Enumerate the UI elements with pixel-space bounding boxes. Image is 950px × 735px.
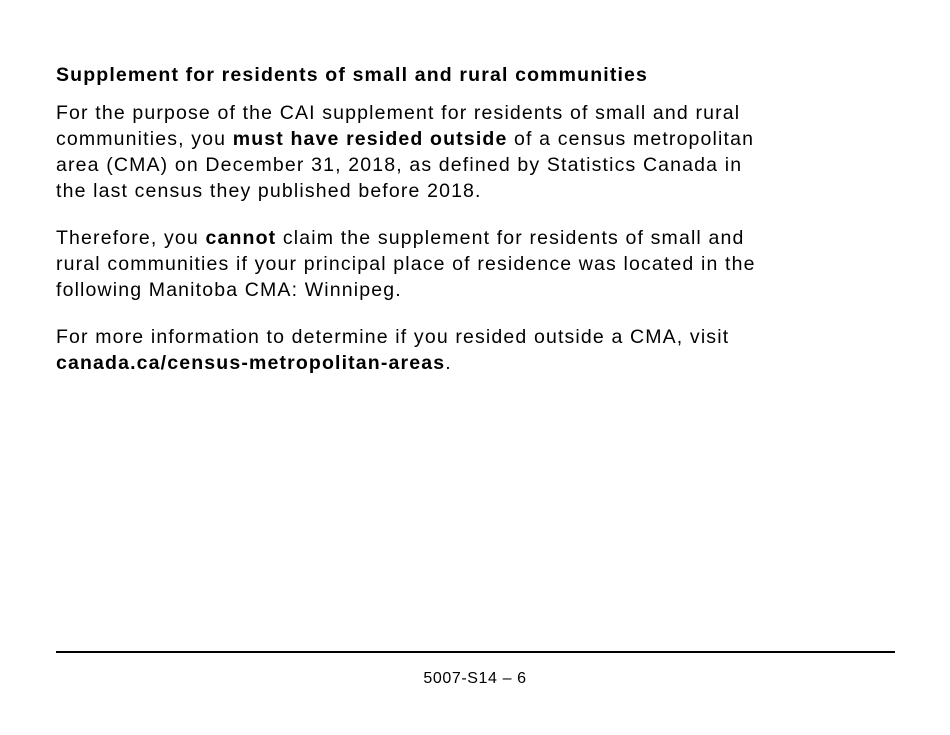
paragraph-residency-requirement <box>56 100 896 204</box>
text-line <box>56 350 896 376</box>
emphasis-must-have-resided-outside: must have resided outside <box>232 128 508 150</box>
section-heading: Supplement for residents of small and rural communities <box>56 64 649 86</box>
text-line: following Manitoba CMA: Winnipeg. <box>56 279 402 301</box>
text-line: For more information to determine if you resided outside a CMA, visit <box>56 326 730 348</box>
text-span: claim the supplement for residents of small and <box>276 227 745 249</box>
text-line: rural communities if your principal place of residence was located in the <box>56 253 756 275</box>
page-number: 5007-S14 – 6 <box>423 670 527 687</box>
document-body <box>56 62 896 397</box>
text-span: Therefore, you <box>56 227 206 249</box>
text-span: of a census metropolitan <box>507 128 755 150</box>
text-line <box>56 126 896 152</box>
paragraph-cannot-claim <box>56 225 896 303</box>
text-span: . <box>445 352 452 374</box>
text-line: area (CMA) on December 31, 2018, as defined by Statistics Canada in <box>56 154 743 176</box>
paragraph-more-information <box>56 324 896 376</box>
text-line: the last census they published before 2018. <box>56 180 482 202</box>
footer-divider <box>56 651 895 653</box>
text-line <box>56 225 896 251</box>
census-metropolitan-areas-link[interactable]: canada.ca/census-metropolitan-areas <box>56 352 446 374</box>
text-span: communities, you <box>56 128 233 150</box>
text-line: For the purpose of the CAI supplement for residents of small and rural <box>56 102 741 124</box>
emphasis-cannot: cannot <box>205 227 277 249</box>
